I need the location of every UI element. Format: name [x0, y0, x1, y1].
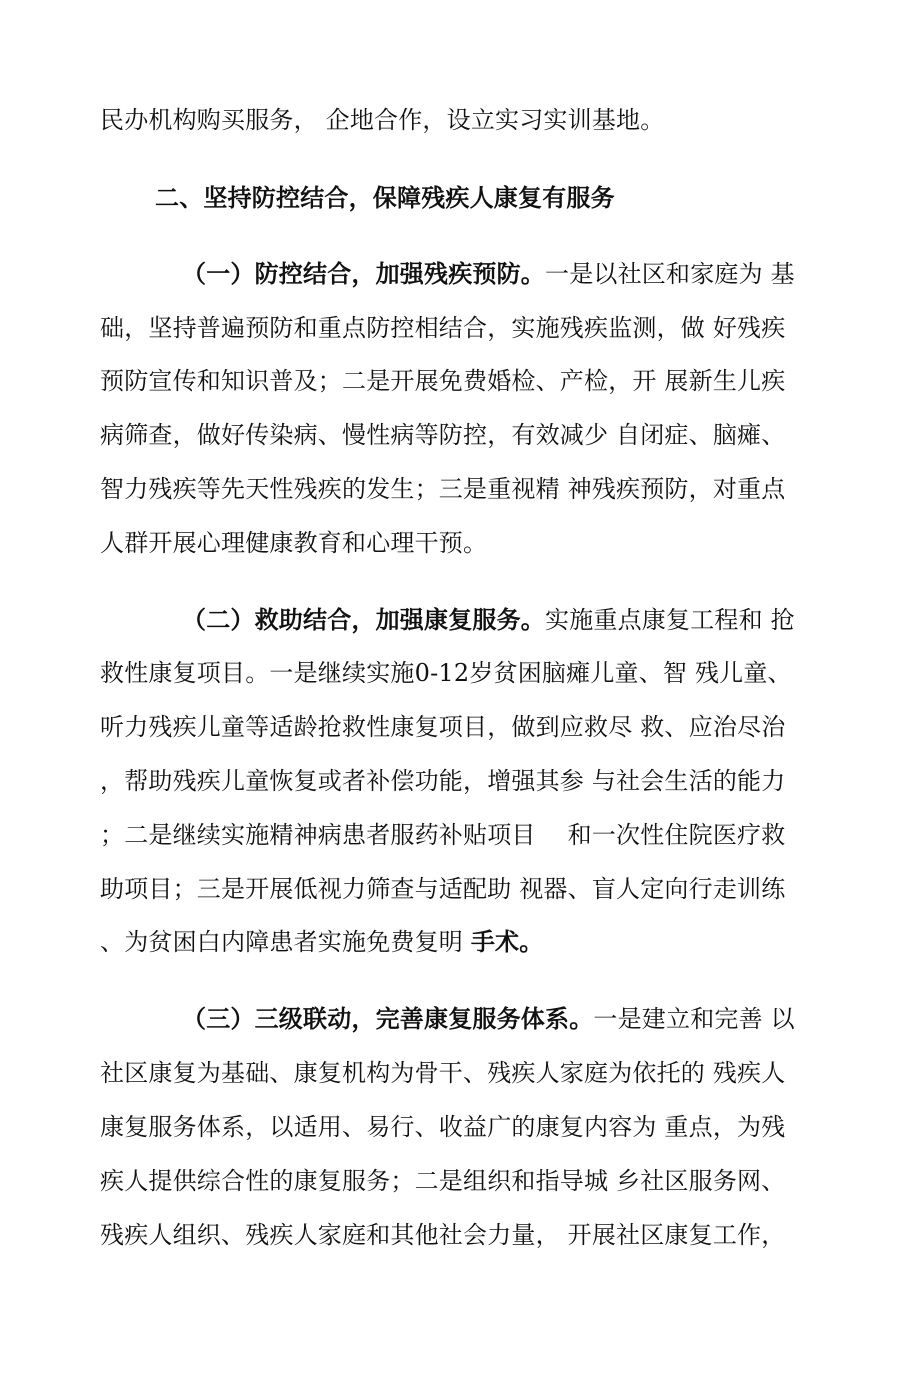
text-run: 康复服务体系，以适用、易行、收益广的康复内容为 重点，为残: [100, 1113, 786, 1141]
paragraph-first-line: [182, 1004, 795, 1034]
text-run: 疾人提供综合性的康复服务；二是组织和指导城 乡社区服务网、: [100, 1167, 786, 1195]
text-run: 、为贫困白内障患者实施免费复明: [100, 928, 471, 956]
body-text-line: [100, 528, 487, 558]
paragraph-first-line: [182, 259, 795, 289]
body-text-line: [100, 1058, 785, 1088]
body-text-line: [100, 766, 785, 796]
text-run: 础，坚持普遍预防和重点防控相结合，实施残疾监测，做 好残疾: [100, 314, 786, 342]
body-text-line: [100, 1220, 785, 1250]
body-text-line: [100, 712, 785, 742]
text-run: 残疾人组织、残疾人家庭和其他社会力量， 开展社区康复工作，: [100, 1221, 786, 1249]
text-run: 实施重点康复工程和 抢: [545, 606, 795, 634]
subsection-heading: （二）救助结合，加强康复服务。: [182, 605, 545, 634]
body-text-line: [100, 820, 785, 850]
paragraph-first-line: [182, 605, 795, 635]
body-text-line: [100, 313, 785, 343]
text-run: ；二是继续实施精神病患者服药补贴项目 和一次性住院医疗救: [100, 821, 786, 849]
body-text-line: [100, 474, 785, 504]
text-run: 智力残疾等先天性残疾的发生；三是重视精 神残疾预防，对重点: [100, 475, 786, 503]
body-text-line: [100, 1166, 785, 1196]
text-run: 一是建立和完善 以: [593, 1005, 795, 1033]
section-heading: [155, 183, 615, 213]
text-run: ，帮助残疾儿童恢复或者补偿功能，增强其参 与社会生活的能力: [100, 767, 786, 795]
body-text-line: [100, 874, 785, 904]
body-text-line: [100, 366, 785, 396]
heading-text: 二、坚持防控结合，保障残疾人康复有服务: [155, 183, 615, 212]
body-text-line: [100, 658, 792, 688]
text-run: 助项目；三是开展低视力筛查与适配助 视器、盲人定向行走训练: [100, 875, 786, 903]
text-run: 救性康复项目。一是继续实施0-12岁贫困脑瘫儿童、智 残儿童、: [100, 659, 792, 687]
text-run: 社区康复为基础、康复机构为骨干、残疾人家庭为依托的 残疾人: [100, 1059, 786, 1087]
text-run: 一是以社区和家庭为 基: [545, 260, 795, 288]
text-run: 听力残疾儿童等适龄抢救性康复项目，做到应救尽 救、应治尽治: [100, 713, 786, 741]
body-text-line: [100, 420, 785, 450]
text-run: 病筛查，做好传染病、慢性病等防控，有效减少 自闭症、脑瘫、: [100, 421, 786, 449]
body-text-line: [100, 105, 664, 135]
body-text-line: [100, 927, 543, 957]
subsection-heading: （一）防控结合，加强残疾预防。: [182, 259, 545, 288]
text-run: 预防宣传和知识普及；二是开展免费婚检、产检，开 展新生儿疾: [100, 367, 786, 395]
subsection-heading: （三）三级联动，完善康复服务体系。: [182, 1004, 594, 1033]
bold-text-run: 手术。: [470, 927, 544, 956]
text-run: 民办机构购买服务， 企地合作，设立实习实训基地。: [100, 106, 665, 134]
text-run: 人群开展心理健康教育和心理干预。: [100, 529, 488, 557]
body-text-line: [100, 1112, 785, 1142]
